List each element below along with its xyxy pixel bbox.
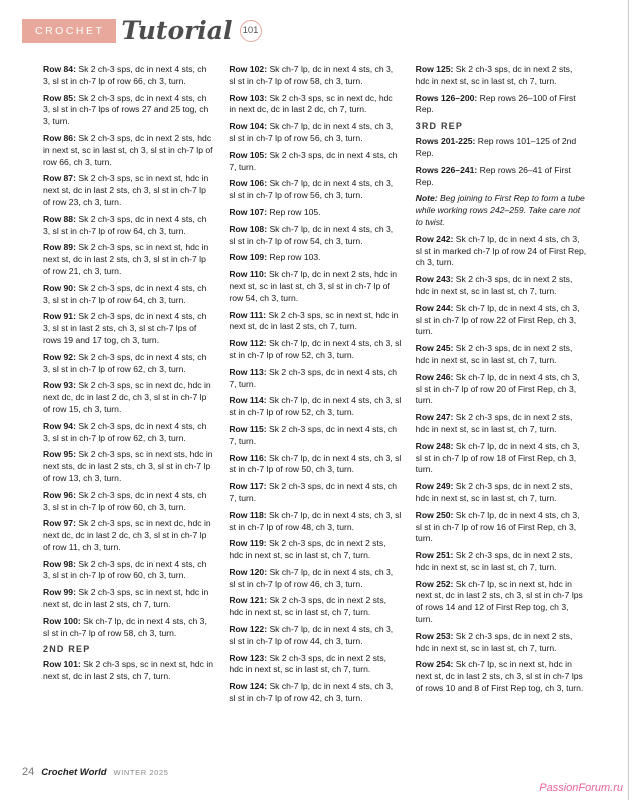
section-heading: 2ND REP (43, 644, 91, 655)
pattern-row: Row 105: Sk 2 ch-3 sps, dc in next 4 sts, ch 7, turn. (229, 149, 398, 172)
tutorial-script-title: Tutorial (121, 16, 233, 45)
row-label: Row 97: (43, 518, 79, 529)
row-label: Row 114: (229, 395, 269, 406)
row-label: Row 113: (229, 366, 269, 377)
row-label: Rows 226–241: (415, 164, 480, 175)
pattern-row: Row 245: Sk 2 ch-3 sps, dc in next 2 sts, hdc in next st, sc in last st, ch 7, turn. (415, 343, 573, 365)
row-label: Row 100: (43, 615, 84, 626)
row-label: Rows 201-225: (415, 136, 478, 147)
row-label: Row 254: (415, 659, 456, 670)
pattern-row: Row 125: Sk 2 ch-3 sps, dc in next 2 sts, hdc in next st, sc in last st, ch 7, turn. (415, 64, 573, 86)
row-label: Row 87: (43, 173, 79, 184)
pattern-row: Row 122: Sk ch-7 lp, dc in next 4 sts, ch 3, sl st in ch-7 lp of row 44, ch 3, turn. (229, 624, 394, 646)
pattern-row: Row 123: Sk 2 ch-3 sps, dc in next 2 sts, hdc in next st, sc in last st, ch 7, turn. (229, 652, 386, 675)
row-label: Row 117: (229, 481, 269, 492)
magazine-name: Crochet World (41, 767, 107, 778)
row-label: Row 119: (229, 538, 269, 549)
row-label: Row 249: (415, 481, 456, 492)
page-footer (22, 766, 168, 778)
row-label: Row 121: (229, 595, 270, 606)
watermark-link[interactable]: PassionForum.ru (539, 782, 623, 794)
pattern-row: Row 112: Sk ch-7 lp, dc in next 4 sts, ch 3, sl st in ch-7 lp of row 52, ch 3, turn. (229, 338, 402, 360)
row-label: Note: (415, 193, 441, 204)
row-label: Row 91: (43, 311, 79, 322)
row-label: Row 92: (43, 351, 79, 362)
row-label: Row 246: (415, 371, 456, 382)
row-label: Rows 126–200: (415, 92, 480, 103)
pattern-row: Row 121: Sk 2 ch-3 sps, dc in next 2 sts, hdc in next st, sc in last st, ch 7, turn. (229, 595, 386, 618)
pattern-row: Row 109: Rep row 103. (229, 252, 321, 263)
row-label: Row 103: (229, 92, 270, 103)
pattern-row: Row 106: Sk ch-7 lp, dc in next 4 sts, ch 3, sl st in ch-7 lp of row 56, ch 3, turn. (229, 178, 394, 201)
pattern-row: Rows 226–241: Rep rows 26–41 of First Rep. (415, 164, 571, 187)
row-label: Row 84: (43, 64, 79, 74)
pattern-row: Row 117: Sk 2 ch-3 sps, dc in next 4 sts, ch 7, turn. (229, 481, 397, 503)
row-label: Row 123: (229, 652, 270, 663)
row-label: Row 250: (415, 509, 456, 520)
row-label: Row 122: (229, 624, 270, 635)
pattern-row: Row 253: Sk 2 ch-3 sps, dc in next 2 sts, hdc in next st, sc in last st, ch 7, turn. (415, 630, 573, 653)
row-label: Row 242: (415, 233, 456, 244)
pattern-row: Row 119: Sk 2 ch-3 sps, dc in next 2 sts, hdc in next st, sc in last st, ch 7, turn. (229, 538, 386, 561)
pattern-row: Row 93: Sk 2 ch-3 sps, sc in next dc, hdc in next dc, dc in last 2 dc, ch 3, sl st in ch-7 lp of row 15, ch 3, turn. (43, 380, 211, 414)
pattern-row: Row 243: Sk 2 ch-3 sps, dc in next 2 sts, hdc in next st, sc in last st, ch 7, turn. (415, 274, 573, 296)
pattern-row: Row 100: Sk ch-7 lp, dc in next 4 sts, ch 3, sl st in ch-7 lp of row 58, ch 3, turn. (43, 615, 207, 638)
pattern-row: Row 247: Sk 2 ch-3 sps, dc in next 2 sts, hdc in next st, sc in last st, ch 7, turn. (415, 412, 573, 434)
page-edge-line (628, 0, 629, 800)
row-label: Row 88: (43, 213, 79, 224)
pattern-row: Row 103: Sk 2 ch-3 sps, sc in next dc, hdc in next dc, dc in last 2 dc, ch 7, turn. (229, 92, 393, 115)
pattern-column-2 (229, 64, 401, 710)
pattern-columns (43, 64, 588, 710)
pattern-row: Row 113: Sk 2 ch-3 sps, dc in next 4 sts, ch 7, turn. (229, 366, 397, 389)
pattern-note: Note: Beg joining to First Rep to form a tube while working rows 242–259. Take care not to twist. (415, 193, 585, 227)
row-label: Row 251: (415, 550, 456, 561)
row-label: Row 86: (43, 132, 79, 143)
pattern-row: Row 102: Sk ch-7 lp, dc in next 4 sts, ch 3, sl st in ch-7 lp of row 58, ch 3, turn. (229, 64, 394, 86)
pattern-row: Row 250: Sk ch-7 lp, dc in next 4 sts, ch 3, sl st in ch-7 lp of row 16 of First Rep, ch 3, turn. (415, 509, 580, 544)
pattern-row: Row 92: Sk 2 ch-3 sps, dc in next 4 sts, ch 3, sl st in ch-7 lp of row 62, ch 3, turn. (43, 351, 207, 374)
pattern-row: Row 97: Sk 2 ch-3 sps, sc in next dc, hdc in next dc, dc in last 2 dc, ch 3, sl st in ch-7 lp of row 11, ch 3, turn. (43, 518, 211, 552)
page-number: 24 (22, 766, 35, 778)
row-label: Row 106: (229, 178, 270, 189)
pattern-row: Row 96: Sk 2 ch-3 sps, dc in next 4 sts, ch 3, sl st in ch-7 lp of row 60, ch 3, turn. (43, 489, 207, 512)
pattern-row: Row 120: Sk ch-7 lp, dc in next 4 sts, ch 3, sl st in ch-7 lp of row 46, ch 3, turn. (229, 566, 394, 589)
row-label: Row 93: (43, 380, 79, 391)
pattern-row: Row 90: Sk 2 ch-3 sps, dc in next 4 sts, ch 3, sl st in ch-7 lp of row 64, ch 3, turn. (43, 282, 207, 305)
row-label: Row 120: (229, 566, 270, 577)
pattern-row: Rows 201-225: Rep rows 101–125 of 2nd Rep. (415, 136, 577, 158)
pattern-row: Row 101: Sk 2 ch-3 sps, sc in next st, hdc in next st, dc in last 2 sts, ch 7, turn. (43, 659, 214, 682)
row-label: Row 99: (43, 587, 79, 598)
crochet-tag: CROCHET (22, 19, 116, 43)
pattern-row: Row 108: Sk ch-7 lp, dc in next 4 sts, ch 3, sl st in ch-7 lp of row 54, ch 3, turn. (229, 223, 394, 246)
row-label: Row 108: (229, 223, 270, 234)
pattern-row: Row 118: Sk ch-7 lp, dc in next 4 sts, ch 3, sl st in ch-7 lp of row 48, ch 3, turn. (229, 509, 402, 532)
tutorial-number-badge: 101 (240, 20, 262, 42)
row-label: Row 247: (415, 412, 456, 423)
pattern-row: Row 254: Sk ch-7 lp, sc in next st, hdc in next st, dc in last 2 sts, ch 3, sl st in ch-7 lps of rows 10 and 8 of First Rep tog, ch 3, turn. (415, 659, 584, 694)
pattern-row: Row 86: Sk 2 ch-3 sps, dc in next 2 sts, hdc in next st, sc in last st, ch 3, sl st in ch-7 lp of row 66, ch 3, turn. (43, 132, 213, 167)
row-label: Row 112: (229, 338, 269, 349)
row-label: Row 243: (415, 274, 456, 285)
pattern-row: Row 98: Sk 2 ch-3 sps, dc in next 4 sts, ch 3, sl st in ch-7 lp of row 60, ch 3, turn. (43, 558, 207, 581)
pattern-column-1 (43, 64, 215, 710)
pattern-row: Row 249: Sk 2 ch-3 sps, dc in next 2 sts, hdc in next st, sc in last st, ch 7, turn. (415, 481, 573, 503)
pattern-row: Row 116: Sk ch-7 lp, dc in next 4 sts, ch 3, sl st in ch-7 lp of row 50, ch 3, turn. (229, 452, 402, 475)
pattern-row: Row 107: Rep row 105. (229, 206, 321, 217)
pattern-column-3 (416, 64, 588, 710)
pattern-row: Row 244: Sk ch-7 lp, dc in next 4 sts, ch 3, sl st in ch-7 lp of row 22 of First Rep, ch 3, turn. (415, 302, 580, 337)
row-label: Row 245: (415, 343, 456, 354)
pattern-row: Row 87: Sk 2 ch-3 sps, sc in next st, hdc in next st, dc in last 2 sts, ch 3, sl st in ch-7 lp of row 23, ch 3, turn. (43, 173, 209, 207)
issue-date: WINTER 2025 (113, 768, 169, 777)
section-heading: 3RD REP (415, 121, 464, 132)
pattern-row: Rows 126–200: Rep rows 26–100 of First Rep. (415, 92, 576, 115)
row-label: Row 102: (229, 64, 270, 74)
pattern-row: Row 242: Sk ch-7 lp, dc in next 4 sts, ch 3, sl st in marked ch-7 lp of row 24 of First Rep, ch 3, turn. (415, 233, 587, 268)
pattern-row: Row 84: Sk 2 ch-3 sps, dc in next 4 sts, ch 3, sl st in ch-7 lp of row 66, ch 3, turn. (43, 64, 207, 86)
row-label: Row 116: (229, 452, 269, 463)
row-label: Row 85: (43, 92, 79, 103)
pattern-row: Row 85: Sk 2 ch-3 sps, dc in next 4 sts, ch 3, sl st in ch-7 lps of rows 27 and 25 tog, ch 3, turn. (43, 92, 209, 127)
pattern-row: Row 110: Sk ch-7 lp, dc in next 2 sts, hdc in next st, sc in last st, ch 3, sl st in ch-7 lp of row 54, ch 3, turn. (229, 269, 397, 303)
row-label: Row 89: (43, 242, 79, 253)
pattern-row: Row 89: Sk 2 ch-3 sps, sc in next st, hdc in next st, dc in last 2 sts, ch 3, sl st in ch-7 lp of row 21, ch 3, turn. (43, 242, 209, 276)
pattern-row: Row 99: Sk 2 ch-3 sps, sc in next st, hdc in next st, dc in last 2 sts, ch 7, turn. (43, 587, 209, 610)
row-label: Row 109: (229, 252, 270, 263)
pattern-row: Row 95: Sk 2 ch-3 sps, sc in next sts, hdc in next sts, dc in last 2 sts, ch 3, sl st in ch-7 lp of row 13, ch 3, turn. (43, 449, 213, 483)
row-label: Row 95: (43, 449, 79, 460)
row-label: Row 107: (229, 206, 270, 217)
row-label: Row 253: (415, 630, 456, 641)
row-label: Row 248: (415, 440, 456, 451)
pattern-row: Row 252: Sk ch-7 lp, sc in next st, hdc in next st, dc in last 2 sts, ch 3, sl st in ch-7 lps of rows 14 and 12 of First Rep tog, ch 3, turn. (415, 578, 583, 625)
row-label: Row 118: (229, 509, 269, 520)
pattern-row: Row 124: Sk ch-7 lp, dc in next 4 sts, ch 3, sl st in ch-7 lp of row 42, ch 3, turn. (229, 681, 394, 704)
pattern-row: Row 91: Sk 2 ch-3 sps, dc in next 4 sts, ch 3, sl st in last 2 sts, ch 3, sl st ch-7 lps of rows 19 and 17 tog, ch 3, turn. (43, 311, 207, 345)
row-label: Row 115: (229, 423, 269, 434)
row-label: Row 96: (43, 489, 79, 500)
row-label: Row 101: (43, 659, 84, 670)
row-label: Row 244: (415, 302, 456, 313)
pattern-row: Row 115: Sk 2 ch-3 sps, dc in next 4 sts, ch 7, turn. (229, 423, 397, 446)
row-label: Row 252: (415, 578, 456, 589)
row-label: Row 110: (229, 269, 269, 280)
row-label: Row 125: (415, 64, 456, 74)
pattern-row: Row 104: Sk ch-7 lp, dc in next 4 sts, ch 3, sl st in ch-7 lp of row 56, ch 3, turn. (229, 121, 394, 143)
pattern-row: Row 251: Sk 2 ch-3 sps, dc in next 2 sts, hdc in next st, sc in last st, ch 7, turn. (415, 550, 573, 572)
row-label: Row 90: (43, 282, 79, 293)
row-label: Row 111: (229, 309, 269, 320)
row-label: Row 124: (229, 681, 270, 692)
pattern-row: Row 94: Sk 2 ch-3 sps, dc in next 4 sts, ch 3, sl st in ch-7 lp of row 62, ch 3, turn. (43, 420, 207, 443)
pattern-row: Row 114: Sk ch-7 lp, dc in next 4 sts, ch 3, sl st in ch-7 lp of row 52, ch 3, turn. (229, 395, 402, 418)
row-label: Row 98: (43, 558, 79, 569)
pattern-row: Row 88: Sk 2 ch-3 sps, dc in next 4 sts, ch 3, sl st in ch-7 lp of row 64, ch 3, turn. (43, 213, 207, 236)
pattern-row: Row 246: Sk ch-7 lp, dc in next 4 sts, ch 3, sl st in ch-7 lp of row 20 of First Rep, ch 3, turn. (415, 371, 580, 406)
page-header (22, 18, 262, 43)
row-label: Row 105: (229, 149, 270, 160)
pattern-row: Row 111: Sk 2 ch-3 sps, sc in next st, hdc in next st, dc in last 2 sts, ch 7, turn. (229, 309, 399, 332)
row-label: Row 94: (43, 420, 79, 431)
pattern-row: Row 248: Sk ch-7 lp, dc in next 4 sts, ch 3, sl st in ch-7 lp of row 18 of First Rep, ch 3, turn. (415, 440, 580, 475)
row-label: Row 104: (229, 121, 270, 132)
